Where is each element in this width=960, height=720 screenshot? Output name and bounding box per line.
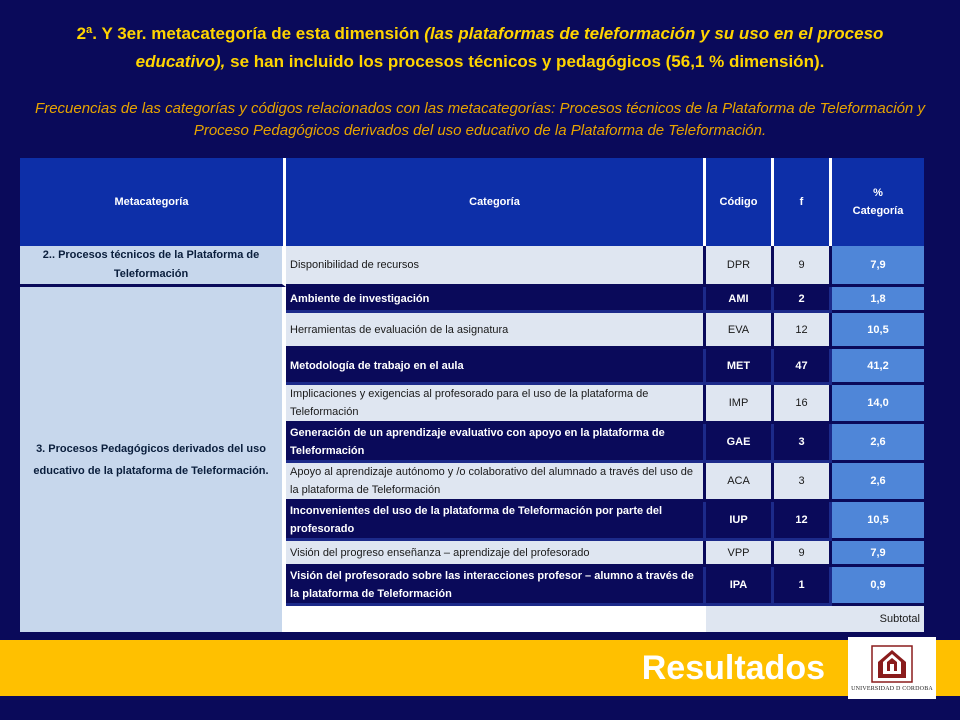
table-row <box>20 246 924 287</box>
row-f: 3 <box>774 463 832 502</box>
metacategory-pedagogical: 3. Procesos Pedagógicos derivados del uso educativo de la plataforma de Teleformación. <box>20 287 286 632</box>
row-pct: 2,6 <box>832 463 924 502</box>
university-logo <box>848 637 936 699</box>
table-row <box>20 287 924 313</box>
row-categoria: Visión del progreso enseñanza – aprendizaje del profesorado <box>286 541 706 567</box>
row-categoria: Herramientas de evaluación de la asignatura <box>286 313 706 349</box>
subtotal-blank-cell <box>286 606 706 632</box>
row-codigo: VPP <box>706 541 774 567</box>
header-pct <box>832 158 924 246</box>
row-codigo: DPR <box>706 246 774 287</box>
row-f: 2 <box>774 287 832 313</box>
footer-bar <box>0 640 960 696</box>
row-pct: 7,9 <box>832 246 924 287</box>
row-codigo: GAE <box>706 424 774 463</box>
row-f: 9 <box>774 246 832 287</box>
row-codigo: ACA <box>706 463 774 502</box>
row-f: 16 <box>774 385 832 424</box>
row-pct: 1,8 <box>832 287 924 313</box>
row-categoria: Inconvenientes del uso de la plataforma de Teleformación por parte del profesorado <box>286 502 706 541</box>
row-f: 12 <box>774 313 832 349</box>
row-categoria: Visión del profesorado sobre las interacciones profesor – alumno a través de la plataforma de Teleformación <box>286 567 706 606</box>
row-codigo: IUP <box>706 502 774 541</box>
row-codigo: IPA <box>706 567 774 606</box>
row-f: 12 <box>774 502 832 541</box>
slide-subtitle: Frecuencias de las categorías y códigos relacionados con las metacategorías: Procesos técnicos de la Plataforma de Teleformación y Proceso Pedagógicos derivados del uso educativo de la Plataforma de Teleformación. <box>35 100 925 139</box>
row-pct: 41,2 <box>832 349 924 385</box>
header-categoria: Categoría <box>286 158 706 246</box>
frequency-table <box>20 158 924 632</box>
row-codigo: MET <box>706 349 774 385</box>
row-pct: 10,5 <box>832 313 924 349</box>
row-pct: 10,5 <box>832 502 924 541</box>
header-f: f <box>774 158 832 246</box>
row-categoria: Disponibilidad de recursos <box>286 246 706 287</box>
row-codigo: EVA <box>706 313 774 349</box>
row-f: 3 <box>774 424 832 463</box>
row-codigo: IMP <box>706 385 774 424</box>
header-metacategoria: Metacategoría <box>20 158 286 246</box>
header-pct-symbol: % <box>873 187 883 199</box>
row-f: 1 <box>774 567 832 606</box>
row-categoria: Generación de un aprendizaje evaluativo con apoyo en la plataforma de Teleformación <box>286 424 706 463</box>
row-categoria: Apoyo al aprendizaje autónomo y /o colaborativo del alumnado a través del uso de la plataforma de Teleformación <box>286 463 706 502</box>
title-part2: (las plataformas de teleformación y su uso en el proceso educativo), <box>135 24 884 71</box>
header-codigo: Código <box>706 158 774 246</box>
header-pct-label: Categoría <box>852 205 904 217</box>
row-categoria: Implicaciones y exigencias al profesorado para el uso de la plataforma de Teleformación <box>286 385 706 424</box>
logo-caption: UNIVERSIDAD D CORDOBA <box>851 686 933 692</box>
row-categoria: Metodología de trabajo en el aula <box>286 349 706 385</box>
subtotal-label: Subtotal <box>706 606 924 632</box>
row-f: 9 <box>774 541 832 567</box>
row-categoria: Ambiente de investigación <box>286 287 706 313</box>
table-header-row <box>20 158 924 246</box>
university-crest-icon <box>870 642 914 686</box>
row-pct: 2,6 <box>832 424 924 463</box>
footer-label: Resultados <box>641 649 825 687</box>
title-part1: 2ª. Y 3er. metacategoría de esta dimensión <box>76 24 425 43</box>
slide-title <box>30 20 930 76</box>
title-part3: se han incluido los procesos técnicos y pedagógicos (56,1 % dimensión). <box>225 52 825 71</box>
metacategory-technical: 2.. Procesos técnicos de la Plataforma de Teleformación <box>20 246 286 287</box>
row-f: 47 <box>774 349 832 385</box>
row-pct: 14,0 <box>832 385 924 424</box>
row-codigo: AMI <box>706 287 774 313</box>
row-pct: 0,9 <box>832 567 924 606</box>
row-pct: 7,9 <box>832 541 924 567</box>
